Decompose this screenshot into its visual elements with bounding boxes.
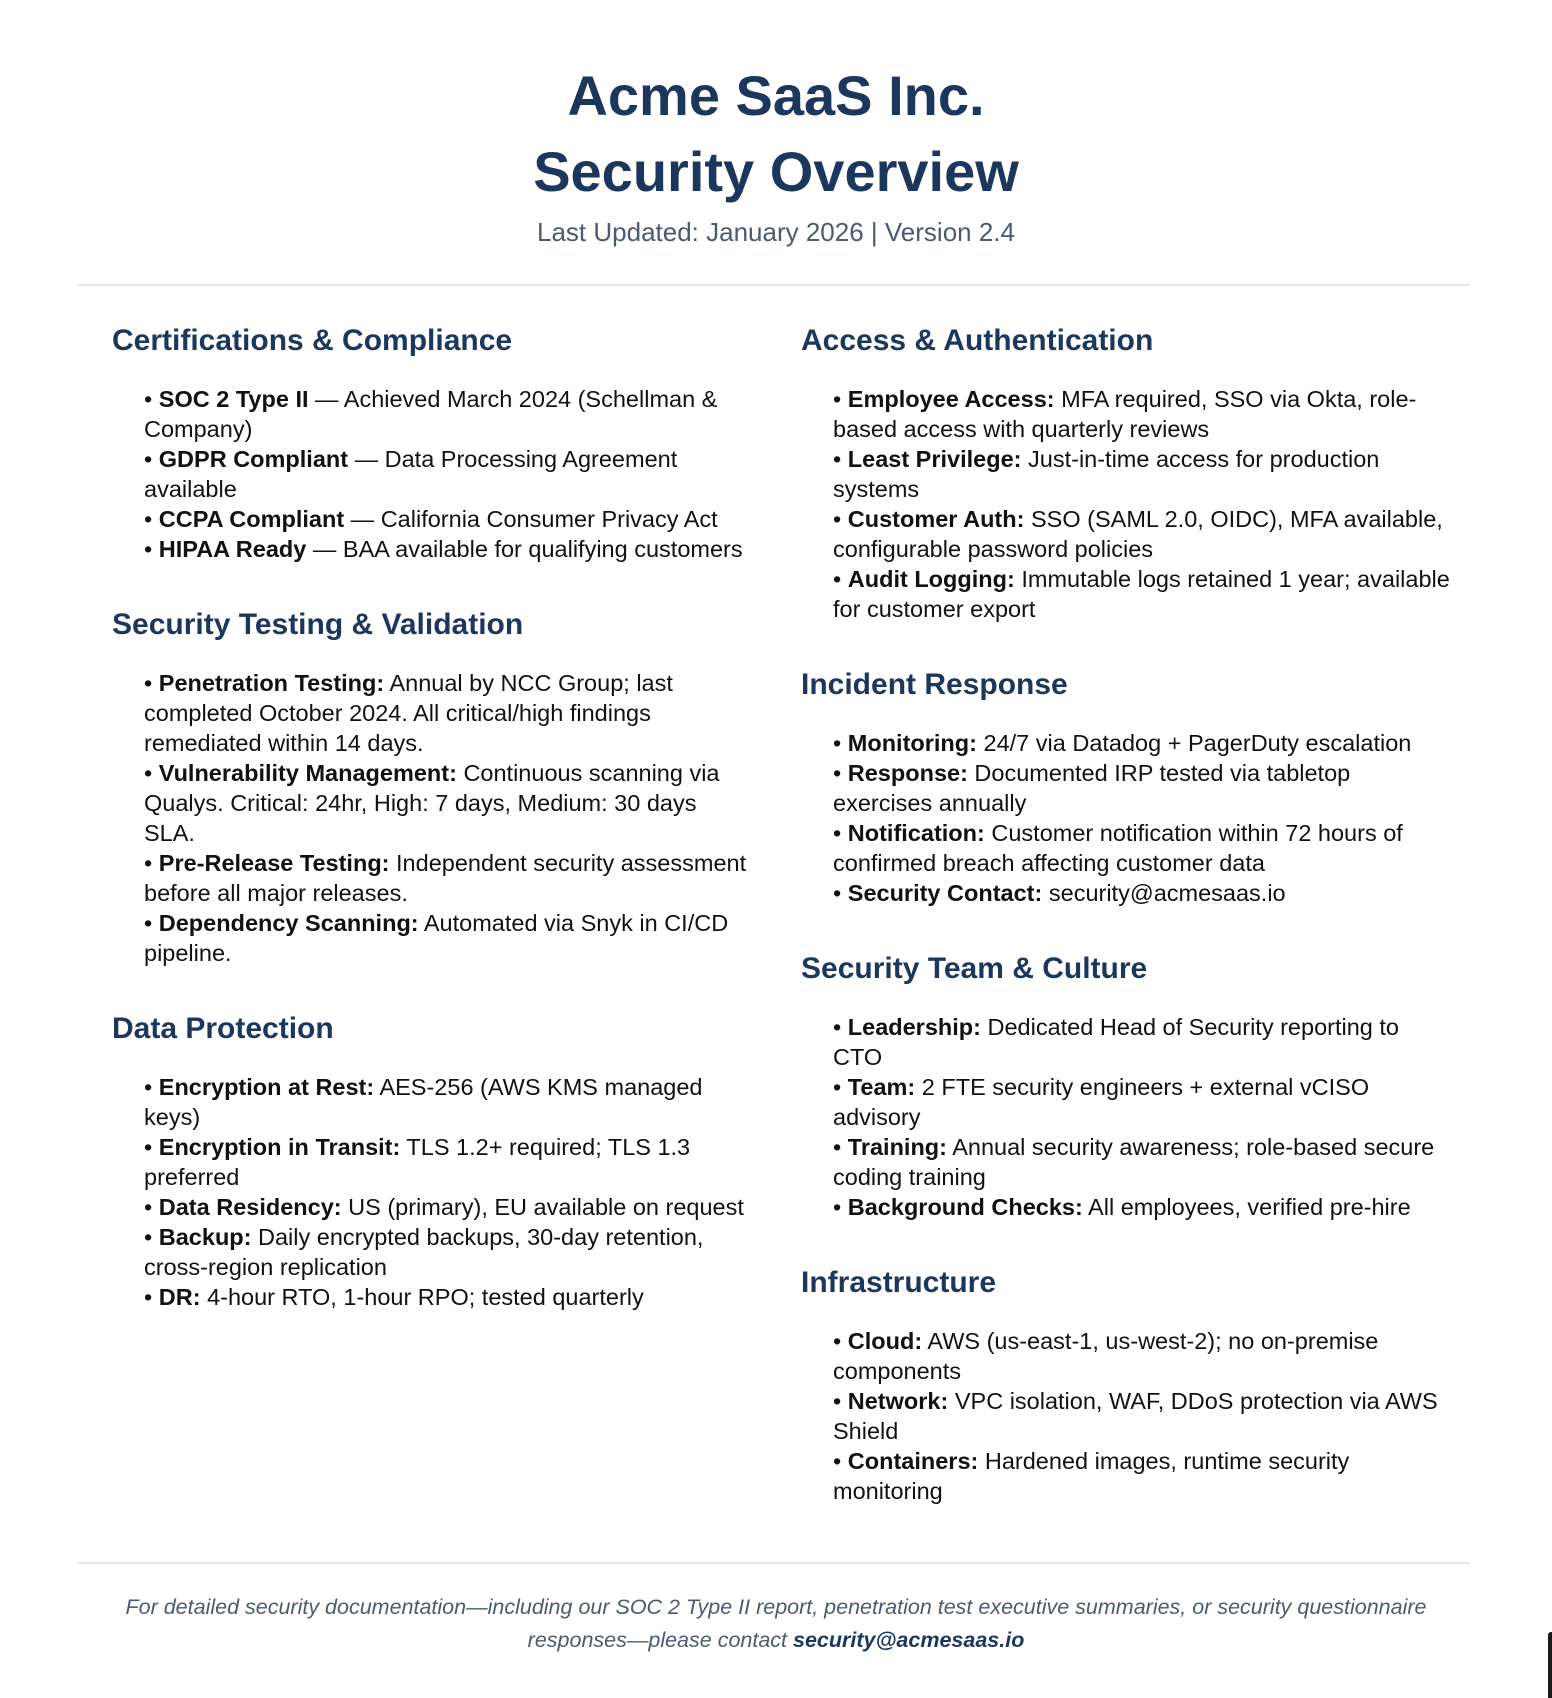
list-item bbox=[144, 908, 752, 968]
list-item bbox=[833, 758, 1451, 818]
item-text: MFA required, SSO via Okta, role-based access with quarterly reviews bbox=[833, 386, 1417, 442]
bullet: • bbox=[833, 1074, 842, 1100]
list-item bbox=[144, 1132, 752, 1192]
last-updated-version: Last Updated: January 2026 | Version 2.4 bbox=[537, 217, 1015, 247]
footer-text: For detailed security documentation—including our SOC 2 Type II report, penetration test executive summaries, or security questionnaire responses—please contact bbox=[125, 1595, 1427, 1652]
item-list bbox=[801, 384, 1451, 624]
item-text: All employees, verified pre-hire bbox=[1082, 1194, 1411, 1220]
item-text: Continuous scanning via Qualys. Critical: 24hr, High: 7 days, Medium: 30 days SLA. bbox=[144, 760, 720, 846]
section-title: Access & Authentication bbox=[801, 324, 1154, 357]
list-item bbox=[144, 668, 752, 758]
bullet: • bbox=[833, 760, 842, 786]
item-lead: Background Checks: bbox=[847, 1194, 1083, 1220]
list-item bbox=[144, 1282, 752, 1312]
section-title: Certifications & Compliance bbox=[112, 324, 513, 357]
item-lead: Encryption in Transit: bbox=[158, 1134, 401, 1160]
item-text: Hardened images, runtime security monitoring bbox=[833, 1448, 1350, 1504]
item-text: Annual security awareness; role-based secure coding training bbox=[833, 1134, 1435, 1190]
bullet: • bbox=[833, 1388, 842, 1414]
section-incident-response bbox=[801, 662, 1451, 908]
list-item bbox=[833, 384, 1451, 444]
list-item bbox=[833, 818, 1451, 878]
item-lead: Vulnerability Management: bbox=[158, 760, 457, 786]
item-text: Immutable logs retained 1 year; available for customer export bbox=[833, 566, 1450, 622]
bullet: • bbox=[833, 1134, 842, 1160]
item-lead: Training: bbox=[847, 1134, 947, 1160]
item-lead: Penetration Testing: bbox=[158, 670, 385, 696]
document-header bbox=[0, 58, 1552, 250]
item-lead: Leadership: bbox=[847, 1014, 981, 1040]
bullet: • bbox=[144, 446, 153, 472]
item-text: — California Consumer Privacy Act bbox=[344, 506, 718, 532]
list-item bbox=[833, 564, 1451, 624]
bullet: • bbox=[144, 536, 153, 562]
bullet: • bbox=[833, 446, 842, 472]
list-item bbox=[144, 534, 752, 564]
bullet: • bbox=[833, 1014, 842, 1040]
section-title: Incident Response bbox=[801, 668, 1068, 701]
list-item bbox=[144, 1192, 752, 1222]
item-list bbox=[801, 1012, 1451, 1222]
item-text: SSO (SAML 2.0, OIDC), MFA available, configurable password policies bbox=[833, 506, 1443, 562]
item-text: — Data Processing Agreement available bbox=[144, 446, 678, 502]
section-data-protection bbox=[112, 1006, 752, 1312]
list-item bbox=[144, 758, 752, 848]
section-access-authentication bbox=[801, 318, 1451, 624]
item-text: Just-in-time access for production systems bbox=[833, 446, 1380, 502]
bullet: • bbox=[833, 1448, 842, 1474]
item-lead: Monitoring: bbox=[847, 730, 977, 756]
list-item bbox=[833, 728, 1451, 758]
item-list bbox=[801, 728, 1451, 908]
list-item bbox=[833, 1132, 1451, 1192]
item-lead: Data Residency: bbox=[158, 1194, 342, 1220]
item-text: AES-256 (AWS KMS managed keys) bbox=[144, 1074, 703, 1130]
item-lead: Notification: bbox=[847, 820, 985, 846]
item-text: TLS 1.2+ required; TLS 1.3 preferred bbox=[144, 1134, 691, 1190]
item-lead: Employee Access: bbox=[847, 386, 1055, 412]
item-lead: CCPA Compliant bbox=[158, 506, 345, 532]
bullet: • bbox=[833, 386, 842, 412]
item-text: Annual by NCC Group; last completed October 2024. All critical/high findings remediated within 14 days. bbox=[144, 670, 673, 756]
list-item bbox=[833, 1446, 1451, 1506]
bullet: • bbox=[833, 1328, 842, 1354]
item-lead: Least Privilege: bbox=[847, 446, 1022, 472]
bullet: • bbox=[833, 566, 842, 592]
bullet: • bbox=[144, 850, 153, 876]
corner-edge bbox=[1548, 1632, 1552, 1698]
item-text: US (primary), EU available on request bbox=[341, 1194, 744, 1220]
left-column bbox=[112, 318, 752, 1350]
bullet: • bbox=[144, 1074, 153, 1100]
item-text: Automated via Snyk in CI/CD pipeline. bbox=[144, 910, 729, 966]
list-item bbox=[833, 1386, 1451, 1446]
section-title: Data Protection bbox=[112, 1012, 334, 1045]
item-lead: Cloud: bbox=[847, 1328, 923, 1354]
list-item bbox=[833, 1012, 1451, 1072]
item-text: — Achieved March 2024 (Schellman & Company) bbox=[144, 386, 718, 442]
section-infrastructure bbox=[801, 1260, 1451, 1506]
item-lead: GDPR Compliant bbox=[158, 446, 349, 472]
item-text: Independent security assessment before all major releases. bbox=[144, 850, 747, 906]
list-item bbox=[144, 504, 752, 534]
item-lead: DR: bbox=[158, 1284, 201, 1310]
section-title: Infrastructure bbox=[801, 1266, 997, 1299]
item-text: 4-hour RTO, 1-hour RPO; tested quarterly bbox=[200, 1284, 644, 1310]
item-lead: Security Contact: bbox=[847, 880, 1043, 906]
item-lead: Response: bbox=[847, 760, 968, 786]
item-list bbox=[801, 1326, 1451, 1506]
item-text: 24/7 via Datadog + PagerDuty escalation bbox=[976, 730, 1412, 756]
section-security-testing bbox=[112, 602, 752, 968]
item-list bbox=[112, 1072, 752, 1312]
item-text: security@acmesaas.io bbox=[1042, 880, 1286, 906]
list-item bbox=[833, 504, 1451, 564]
section-certifications-compliance bbox=[112, 318, 752, 564]
item-lead: Team: bbox=[847, 1074, 916, 1100]
bullet: • bbox=[144, 670, 153, 696]
item-lead: Network: bbox=[847, 1388, 949, 1414]
list-item bbox=[144, 444, 752, 504]
item-text: Documented IRP tested via tabletop exercises annually bbox=[833, 760, 1351, 816]
list-item bbox=[833, 878, 1451, 908]
page-title: Security Overview bbox=[533, 140, 1019, 203]
bullet: • bbox=[144, 1224, 153, 1250]
item-lead: Dependency Scanning: bbox=[158, 910, 419, 936]
item-list bbox=[112, 668, 752, 968]
item-text: 2 FTE security engineers + external vCISO advisory bbox=[833, 1074, 1370, 1130]
list-item bbox=[144, 848, 752, 908]
item-lead: Audit Logging: bbox=[847, 566, 1015, 592]
section-title: Security Testing & Validation bbox=[112, 608, 524, 641]
list-item bbox=[144, 384, 752, 444]
item-text: Dedicated Head of Security reporting to CTO bbox=[833, 1014, 1399, 1070]
bullet: • bbox=[833, 820, 842, 846]
footer-divider bbox=[78, 1562, 1470, 1564]
section-title: Security Team & Culture bbox=[801, 952, 1148, 985]
right-column bbox=[801, 318, 1451, 1544]
bullet: • bbox=[144, 760, 153, 786]
item-lead: Containers: bbox=[847, 1448, 979, 1474]
bullet: • bbox=[144, 1134, 153, 1160]
company-name: Acme SaaS Inc. bbox=[567, 64, 985, 127]
bullet: • bbox=[144, 1284, 153, 1310]
item-list bbox=[112, 384, 752, 564]
item-text: — BAA available for qualifying customers bbox=[306, 536, 743, 562]
list-item bbox=[833, 1072, 1451, 1132]
bullet: • bbox=[833, 1194, 842, 1220]
item-text: Daily encrypted backups, 30-day retention, cross-region replication bbox=[144, 1224, 704, 1280]
item-lead: HIPAA Ready bbox=[158, 536, 307, 562]
list-item bbox=[144, 1222, 752, 1282]
item-lead: Pre-Release Testing: bbox=[158, 850, 390, 876]
bullet: • bbox=[833, 880, 842, 906]
item-lead: SOC 2 Type II bbox=[158, 386, 309, 412]
bullet: • bbox=[144, 910, 153, 936]
item-lead: Backup: bbox=[158, 1224, 252, 1250]
item-text: VPC isolation, WAF, DDoS protection via AWS Shield bbox=[833, 1388, 1438, 1444]
list-item bbox=[833, 1192, 1451, 1222]
item-text: Customer notification within 72 hours of confirmed breach affecting customer data bbox=[833, 820, 1403, 876]
bullet: • bbox=[833, 506, 842, 532]
bullet: • bbox=[144, 386, 153, 412]
bullet: • bbox=[833, 730, 842, 756]
bullet: • bbox=[144, 506, 153, 532]
list-item bbox=[833, 1326, 1451, 1386]
header-divider bbox=[78, 284, 1470, 286]
item-text: AWS (us-east-1, us-west-2); no on-premise components bbox=[833, 1328, 1379, 1384]
footer-security-email: security@acmesaas.io bbox=[793, 1627, 1025, 1652]
item-lead: Encryption at Rest: bbox=[158, 1074, 375, 1100]
bullet: • bbox=[144, 1194, 153, 1220]
list-item bbox=[144, 1072, 752, 1132]
item-lead: Customer Auth: bbox=[847, 506, 1025, 532]
footer-note bbox=[100, 1591, 1452, 1656]
section-security-team bbox=[801, 946, 1451, 1222]
list-item bbox=[833, 444, 1451, 504]
